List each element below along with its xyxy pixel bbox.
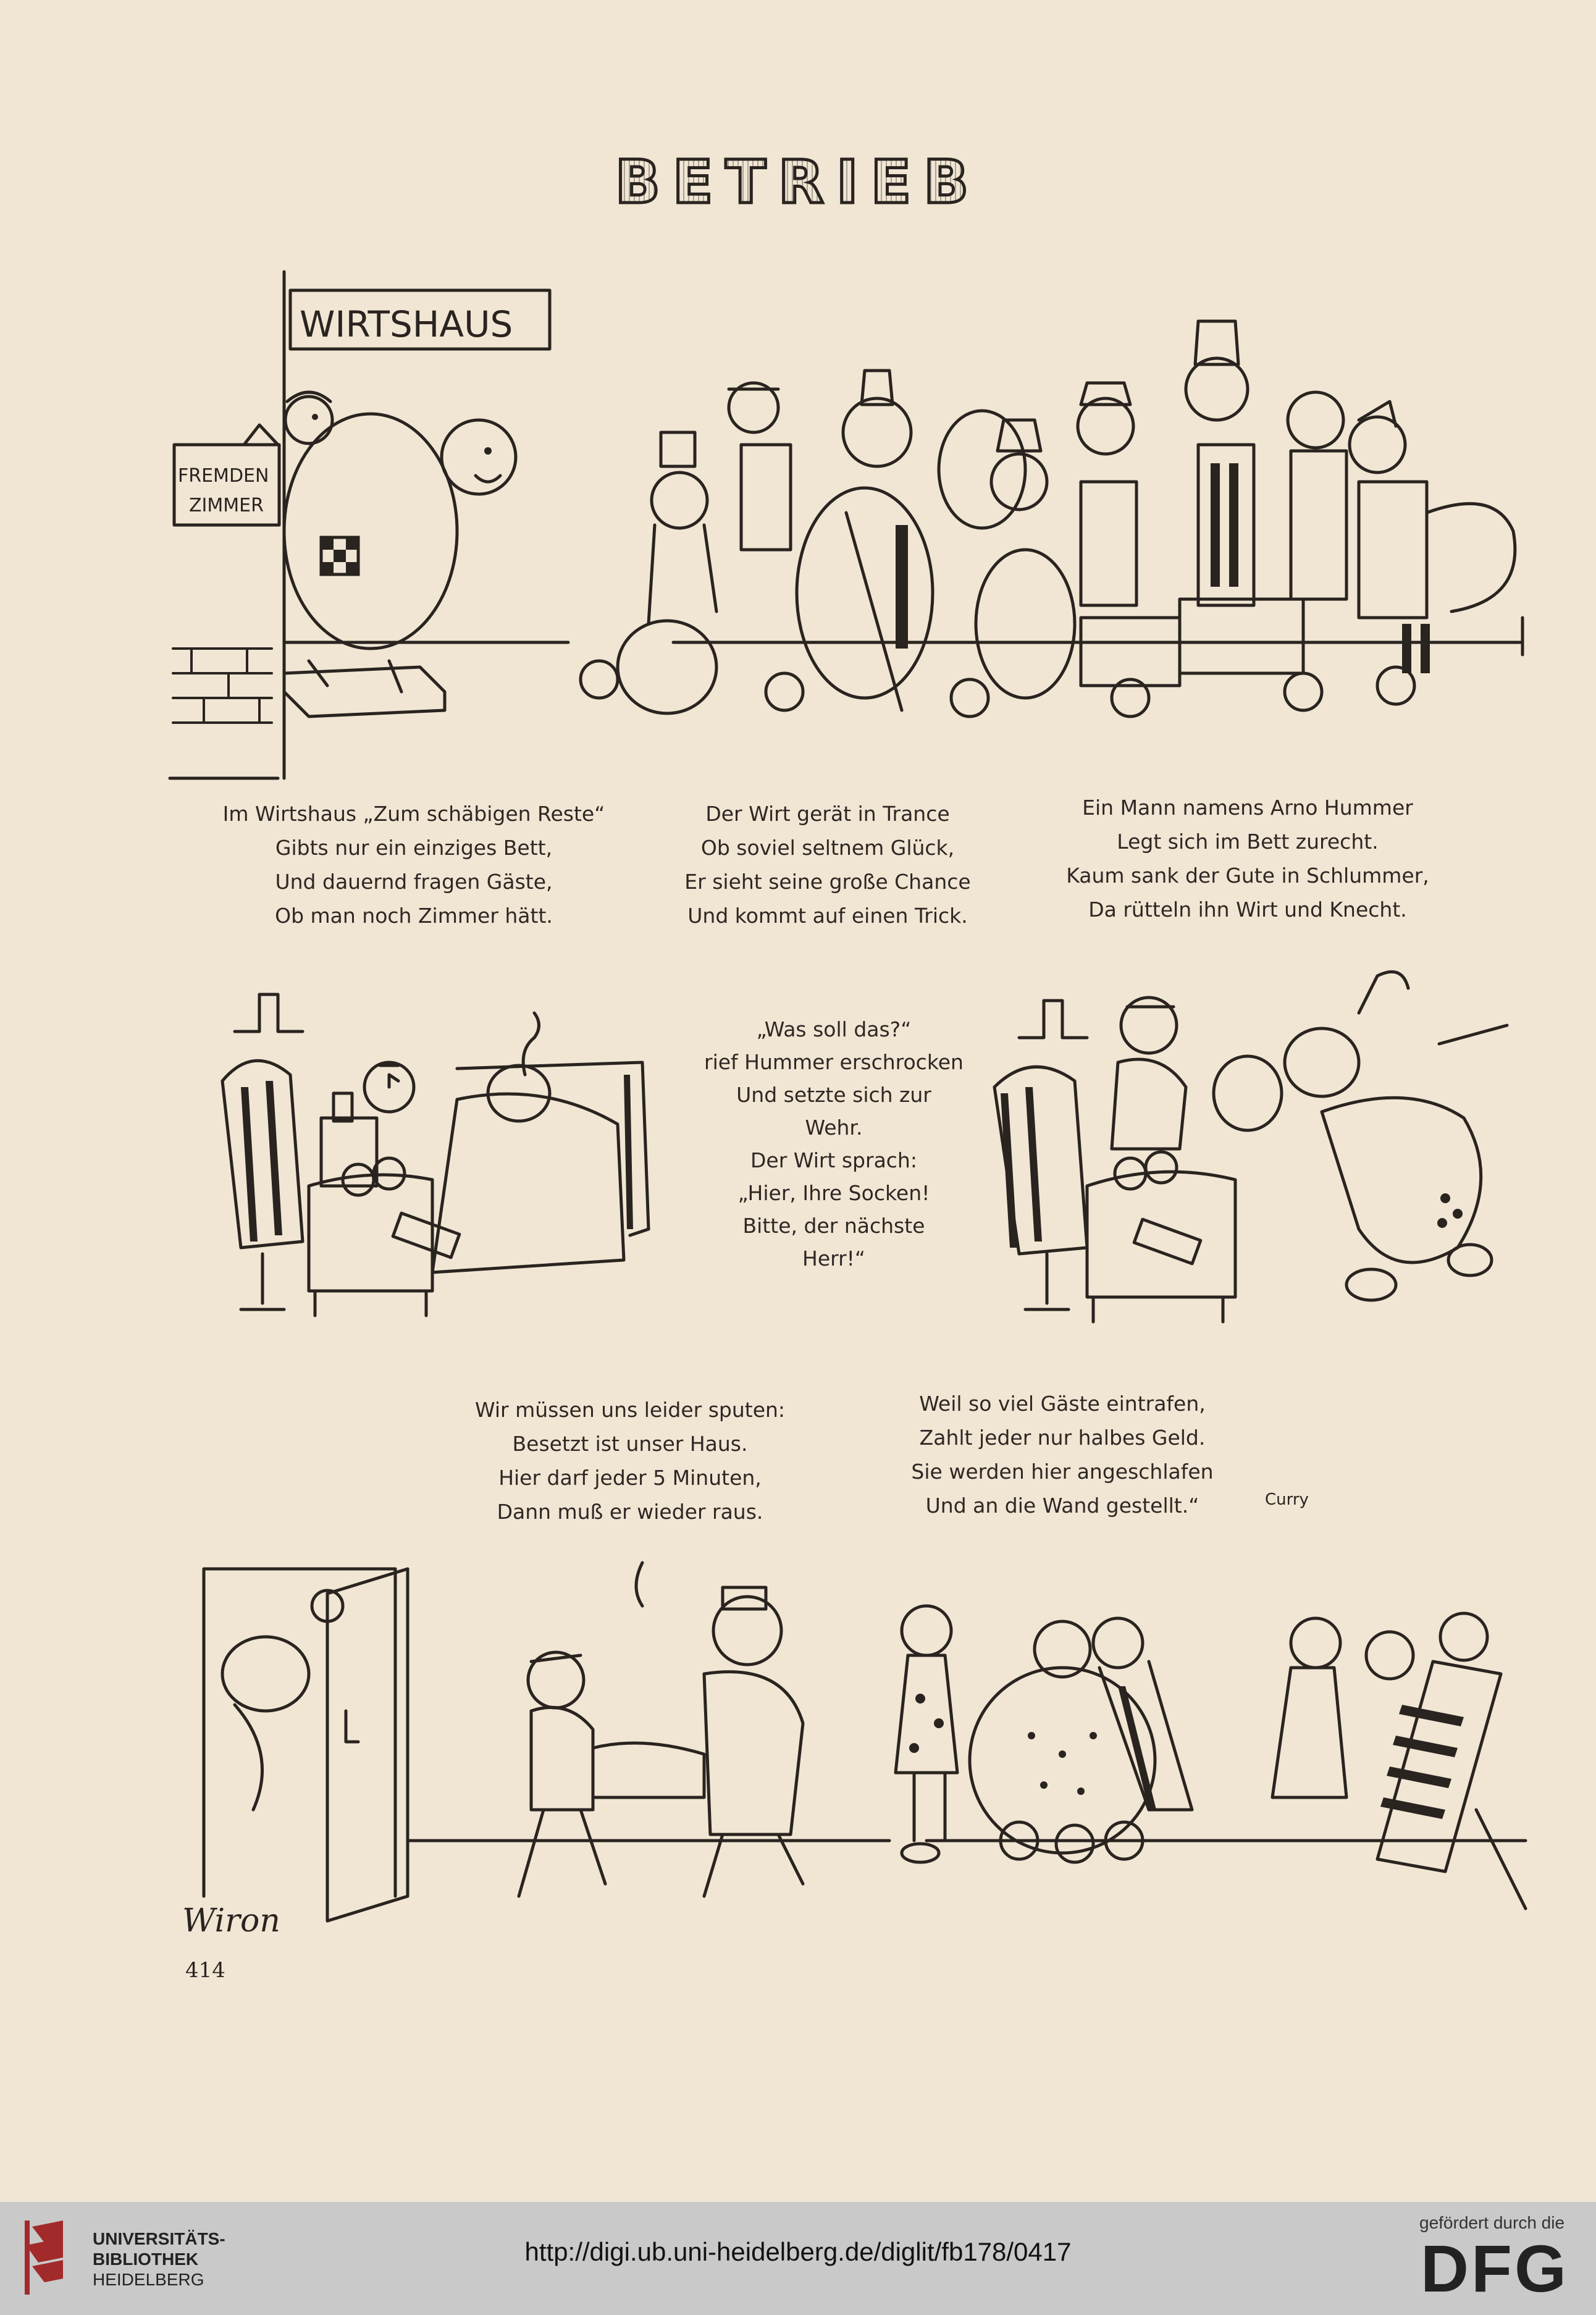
verse-line: Legt sich im Bett zurecht. <box>1117 830 1379 854</box>
library-line-2: BIBLIOTHEK <box>93 2250 199 2269</box>
verse-line: Kaum sank der Gute in Schlummer, <box>1066 863 1429 888</box>
verse-3 <box>1050 791 1445 926</box>
verse-line: Er sieht seine große Chance <box>684 870 971 894</box>
verse-line: Gibts nur ein einziges Bett, <box>275 836 553 860</box>
verse-line: Der Wirt gerät in Trance <box>705 802 950 826</box>
library-line-3: HEIDELBERG <box>93 2270 204 2289</box>
verse-line: Da rütteln ihn Wirt und Knecht. <box>1088 897 1407 922</box>
source-url-link[interactable]: http://digi.ub.uni-heidelberg.de/diglit/fb178/0417 <box>524 2237 1072 2266</box>
funding-note: gefördert durch die <box>1419 2213 1565 2232</box>
verse-line: Wehr. <box>805 1115 863 1140</box>
verse-line: „Was soll das?“ <box>756 1017 912 1041</box>
verse-line: Zahlt jeder nur halbes Geld. <box>919 1426 1206 1450</box>
verse-5 <box>889 1387 1235 1523</box>
verse-line: Und kommt auf einen Trick. <box>687 904 968 928</box>
verse-line: Und an die Wand gestellt.“ <box>925 1494 1199 1518</box>
verse-line: Besetzt ist unser Haus. <box>512 1432 748 1456</box>
author-credit: Curry <box>1265 1490 1309 1509</box>
cartoon-panel-guests-against-wall <box>198 1550 1538 1933</box>
verse-line: Herr!“ <box>802 1246 865 1271</box>
verse-line: Dann muß er wieder raus. <box>497 1500 763 1524</box>
verse-line: Ob man noch Zimmer hätt. <box>275 904 553 928</box>
verse-line: Ein Mann namens Arno Hummer <box>1082 796 1413 820</box>
verse-middle <box>679 1013 988 1275</box>
verse-line: Im Wirtshaus „Zum schäbigen Reste“ <box>222 802 605 826</box>
verse-line: Und setzte sich zur <box>736 1083 931 1107</box>
cartoon-panel-wirt-and-knecht <box>976 939 1532 1340</box>
dfg-logo: DFG <box>1421 2231 1569 2306</box>
fremdenzimmer-sign-line1: FREMDEN <box>178 465 269 487</box>
verse-line: Weil so viel Gäste eintrafen, <box>919 1392 1206 1416</box>
page-number: 414 <box>185 1958 225 1983</box>
verse-line: Wir müssen uns leider sputen: <box>474 1398 786 1422</box>
page-title: BETRIEB <box>0 145 1596 219</box>
wirtshaus-sign-text: WIRTSHAUS <box>300 303 513 345</box>
verse-1 <box>222 797 605 933</box>
verse-line: Hier darf jeder 5 Minuten, <box>498 1466 762 1490</box>
verse-line: Der Wirt sprach: <box>750 1148 917 1172</box>
fremdenzimmer-sign-line2: ZIMMER <box>189 495 264 516</box>
verse-line: „Hier, Ihre Socken! <box>737 1181 930 1205</box>
verse-line: rief Hummer erschrocken <box>704 1050 964 1074</box>
cartoon-panel-guest-in-bed <box>198 982 667 1340</box>
library-line-1: UNIVERSITÄTS- <box>93 2229 225 2248</box>
verse-4 <box>451 1393 809 1529</box>
verse-line: Sie werden hier angeschlafen <box>911 1460 1214 1484</box>
artist-signature: Wiron <box>182 1902 280 1939</box>
cartoon-panel-inn-queue <box>167 266 1538 784</box>
verse-line: Bitte, der nächste <box>742 1214 925 1238</box>
verse-line: Und dauernd fragen Gäste, <box>275 870 553 894</box>
verse-2 <box>667 797 988 933</box>
verse-line: Ob soviel seltnem Glück, <box>700 836 955 860</box>
